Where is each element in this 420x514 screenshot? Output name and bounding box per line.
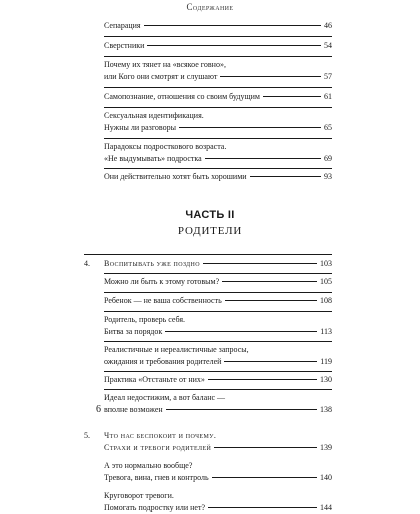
entry-title: Они действительно хотят быть хорошими	[104, 172, 247, 181]
toc-entry	[104, 40, 332, 52]
toc-entry	[104, 171, 332, 183]
page-number: 46	[324, 21, 332, 30]
chapter-title: Страхи и тревоги родителей	[104, 443, 212, 452]
part-subtitle: РОДИТЕЛИ	[177, 225, 243, 237]
toc-entry	[104, 460, 332, 484]
entry-title: Сексуальная идентификация.	[104, 111, 204, 120]
entry-title: Парадоксы подросткового возраста.	[104, 142, 227, 151]
page-number: 61	[324, 92, 332, 101]
page-number: 57	[324, 72, 332, 81]
entry-title: Ребенок — не ваша собственность	[104, 296, 222, 305]
entry-title: Почему их тянет на «всякое говно»,	[104, 60, 226, 69]
page-number: 113	[320, 327, 332, 336]
entry-title: А это нормально вообще?	[104, 461, 193, 470]
toc-entry	[104, 20, 332, 32]
toc-entry	[104, 276, 332, 288]
chapter-title: Воспитывать уже поздно	[104, 259, 201, 268]
divider	[104, 311, 332, 312]
page-number: 54	[324, 41, 332, 50]
chapter-number: 4.	[84, 259, 90, 268]
divider	[104, 138, 332, 139]
divider	[104, 87, 332, 88]
entry-title: вполне возможен	[104, 405, 163, 414]
entry-title: Помогать подростку или нет?	[104, 503, 206, 512]
running-head: Содержание	[186, 2, 234, 12]
entry-title: Битва за порядок	[104, 327, 163, 336]
toc-entry	[104, 374, 332, 386]
toc-entry	[104, 59, 332, 83]
entry-title: Нужны ли разговоры	[104, 123, 177, 132]
page-number: 139	[320, 443, 332, 452]
divider	[104, 168, 332, 169]
entry-title: ожидания и требования родителей	[104, 357, 222, 366]
toc-entry	[104, 110, 332, 134]
divider	[104, 107, 332, 108]
entry-title: Реалистичные и нереалистичные запросы,	[104, 345, 249, 354]
page-number: 103	[320, 259, 332, 268]
page-number: 105	[320, 277, 332, 286]
divider	[104, 371, 332, 372]
toc-entry	[104, 91, 332, 103]
entry-title: Самопознание, отношения со своим будущим	[104, 92, 260, 101]
chapter-entry	[84, 258, 332, 270]
entry-title: Сепарация	[104, 21, 141, 30]
divider	[104, 273, 332, 274]
divider	[104, 341, 332, 342]
chapter-entry	[84, 430, 332, 454]
page-number: 93	[324, 172, 332, 181]
page-number: 138	[320, 405, 332, 414]
divider	[104, 292, 332, 293]
entry-title: Идеал недостижим, а вот баланс —	[104, 393, 226, 402]
chapter-title: Что нас беспокоит и почему.	[104, 431, 217, 440]
page-number: 119	[320, 357, 332, 366]
toc-entry	[104, 392, 332, 416]
entry-title: Круговорот тревоги.	[104, 491, 174, 500]
page-number: 108	[320, 296, 332, 305]
page-number: 140	[320, 473, 332, 482]
entry-title: Родитель, проверь себя.	[104, 315, 186, 324]
toc-entry	[104, 344, 332, 368]
entry-title: Сверстники	[104, 41, 145, 50]
divider	[104, 36, 332, 37]
toc-entry	[104, 141, 332, 165]
toc-entry	[104, 490, 332, 514]
chapter-rule	[84, 254, 332, 255]
entry-title: или Кого они смотрят и слушают	[104, 72, 218, 81]
divider	[104, 56, 332, 57]
toc-entry	[104, 314, 332, 338]
entry-title: Практика «Отстаньте от них»	[104, 375, 205, 384]
divider	[104, 389, 332, 390]
part-title: ЧАСТЬ II	[185, 209, 235, 221]
page-number: 69	[324, 154, 332, 163]
entry-title: Тревога, вина, гнев и контроль	[104, 473, 209, 482]
chapter-number: 5.	[84, 431, 90, 440]
toc-entry	[104, 295, 332, 307]
entry-title: Можно ли быть к этому готовым?	[104, 277, 220, 286]
entry-title: «Не выдумывать» подростка	[104, 154, 202, 163]
page-folio: 6	[96, 404, 101, 415]
page-number: 130	[320, 375, 332, 384]
page-number: 65	[324, 123, 332, 132]
page-number: 144	[320, 503, 332, 512]
